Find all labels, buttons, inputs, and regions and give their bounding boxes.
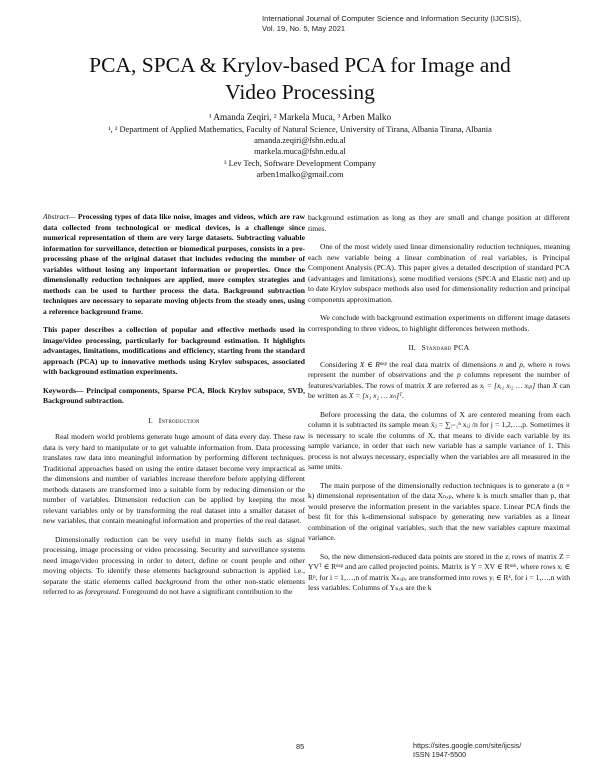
section-title: Standard PCA	[421, 343, 470, 352]
pca-p1-text: and	[502, 359, 520, 369]
math-x-eq: X = [x₁ x₂ … xₙ]ᵀ.	[348, 391, 404, 400]
paper-title	[0, 52, 600, 106]
journal-header	[262, 14, 582, 34]
pca-p1-text: are referred as	[431, 380, 480, 390]
intro-paragraph-1: Real modern world problems generate huge amount of data every day. These raw data is very hard to manipulate or to get valuable information from. Data processing translates raw data into meaningful information by performing different techniques. Traditional approaches based on using the entire dataset become very impractical as the dimensions and number of variables increase therefore before applying different methods datasets are transformed into a suitable form by reducing dimension or the number of variables. Dimension reduction can be applied by keeping the most relevant variables only or by transforming the real dataset into a smaller dataset of new variables, that contain meaningful information and properties of the real dataset.	[43, 432, 305, 525]
abstract-lead: Abstract—	[43, 212, 76, 221]
pca-p1-text: columns represent the number of features/variables. The rows of matrix	[308, 370, 571, 390]
math-p: p	[456, 370, 461, 379]
math-x-in-r: X ∈ Rⁿˣᵖ	[359, 359, 387, 369]
title-line-1: PCA, SPCA & Krylov-based PCA for Image and	[89, 53, 511, 77]
intro-paragraph-4: We conclude with background estimation experiments on different image datasets corresponding to three videos, to highlight differences between methods.	[308, 313, 570, 333]
affiliation-1: ¹, ² Department of Applied Mathematics, Faculty of Natural Science, University of Tirana, Albania Tirana, Albania	[108, 125, 492, 134]
pca-paragraph-3: The main purpose of the dimensionally reduction techniques is to generate a (n × k) dimensional representation of the data Xₙₓₚ, where k is much smaller than p, that would preserve the information present in the variables space. Linear PCA finds the best fit for this k-dimensional subspace by generating new variables as a linear combination of the original variables, such that the new variables capture maximal variance.	[308, 480, 570, 542]
math-x: X	[426, 380, 432, 390]
intro-continuation: background estimation as long as they are small and change position at different times.	[308, 213, 570, 233]
section-number: I.	[148, 415, 153, 425]
pca-p1-text: can be written as	[308, 380, 571, 400]
math-n: n	[548, 359, 553, 369]
journal-name: International Journal of Computer Science and Information Security (IJCSIS),	[262, 14, 522, 23]
pca-paragraph-4: So, the new dimension-reduced data points are stored in the zᵢ rows of matrix Z = YVᵀ ∈ Rⁿˣᵖ and are called projected points. Matrix is Y = XV ∈ Rⁿˣᵏ, where rows xᵢ ∈ Rᵖ, for i = 1,…,n of matrix Xₙₓₚ, are transformed into rows yᵢ ∈ Rᵏ, for i = 1,…,n with less variables. Columns of Yₙₓₖ are the k	[308, 551, 570, 592]
math-p: p	[519, 359, 524, 369]
author-email-1[interactable]: amanda.zeqiri@fshn.edu.al	[254, 136, 346, 146]
pca-paragraph-2: Before processing the data, the columns of X are centered meaning from each column it is subtracted its sample mean x̄ⱼ = ∑ᵢ₌₁ⁿ xᵢⱼ /n for j = 1,2,…,p. Sometimes it is necessary to scale the columns of X, that means to divide each variable by its sample variance, in order that each new variable has a sample variance of 1. This process is not always necessary, especially when the variables are all measured in the same units.	[308, 409, 570, 471]
footer-info	[413, 741, 583, 760]
math-x: X	[552, 380, 558, 390]
section-heading-standard-pca	[308, 343, 570, 354]
section-title: Introduction	[158, 415, 200, 425]
left-column	[43, 212, 305, 598]
intro-p2-background: background	[155, 576, 192, 586]
pca-paragraph-1	[308, 360, 570, 402]
title-line-2: Video Processing	[225, 80, 375, 104]
journal-volume: Vol. 19, No. 5, May 2021	[262, 24, 346, 33]
abstract-text: Processing types of data like noise, images and videos, which are raw data collected from technological or medical devices, is a challenge since numerical representation of them are very large datasets. Subtracting valuable information for surveillance, detection or biomedical purposes, consists in a pre-processing phase of the original dataset that includes reducing the number of variables without losing any important information or properties. Once the dimensionally reduction techniques are applied, more complex strategies and methods can be used to further process the data. Background subtraction techniques are necessary to separate moving objects from the steady ones, using a reference background frame.	[43, 212, 305, 316]
abstract	[43, 212, 305, 317]
right-column	[308, 213, 570, 594]
intro-p2-text-a: Dimensionally reduction can be very useful in many fields such as signal processing, image processing or video processing. Security and surveillance systems need image/video processing in order to detect, define or count people and other moving objects. To identify these elements background subtraction is applied i.e., separate the static elements called	[43, 534, 305, 586]
pca-p1-text: Considering	[320, 359, 360, 369]
keywords: Keywords— Principal components, Sparse PCA, Block Krylov subspace, SVD, Background subtraction.	[43, 385, 305, 405]
intro-p2-text-c: from the other non-static elements referred to as	[43, 576, 305, 596]
section-heading-introduction	[43, 416, 305, 427]
issn: ISSN 1947-5500	[413, 750, 467, 760]
intro-paragraph-2	[43, 535, 305, 598]
section-number: II.	[408, 343, 416, 352]
pca-p1-text: rows represent the number of observations and the	[308, 359, 570, 379]
author-names: ¹ Amanda Zeqiri, ² Markela Muca, ³ Arben Malko	[208, 112, 392, 122]
author-block	[40, 111, 560, 180]
intro-p2-foreground: foreground	[84, 587, 119, 596]
intro-paragraph-3: One of the most widely used linear dimensionality reduction techniques, meaning each new variable being a linear combination of real variables, is Principal Component Analysis (PCA). This paper gives a detailed description of standard PCA (advantages and limitations), some modified versions (SPCA and Elastic net) and up to date Krylov subspace methods also used for dimensionality reduction and principal components approximation.	[308, 242, 570, 304]
journal-url[interactable]: https://sites.google.com/site/ijcsis/	[413, 741, 522, 750]
author-email-3[interactable]: arben1malko@gmail.com	[256, 169, 344, 179]
page-number: 85	[296, 742, 305, 751]
math-xi: xᵢ = [xᵢ₁ xᵢ₂ … xᵢₚ]	[479, 380, 536, 390]
math-n: n	[499, 359, 503, 369]
pca-p1-text: than	[535, 380, 553, 390]
abstract-paragraph-2: This paper describes a collection of popular and effective methods used in image/video processing, particularly for background estimation. It highlights advantages, limitations, modifications and efficiency, starting from the standard approach (PCA) up to innovative methods using Krylov subspaces, associated with background estimation experiments.	[43, 325, 305, 376]
author-email-2[interactable]: markela.muca@fshn.edu.al	[254, 147, 346, 157]
pca-p1-text: , where	[523, 359, 549, 369]
affiliation-2: ³ Lev Tech, Software Development Company	[223, 158, 376, 168]
intro-p2-text-e: . Foreground do not have a significant contribution to the	[118, 587, 293, 596]
pca-p1-text: the real data matrix of dimensions	[386, 359, 500, 369]
